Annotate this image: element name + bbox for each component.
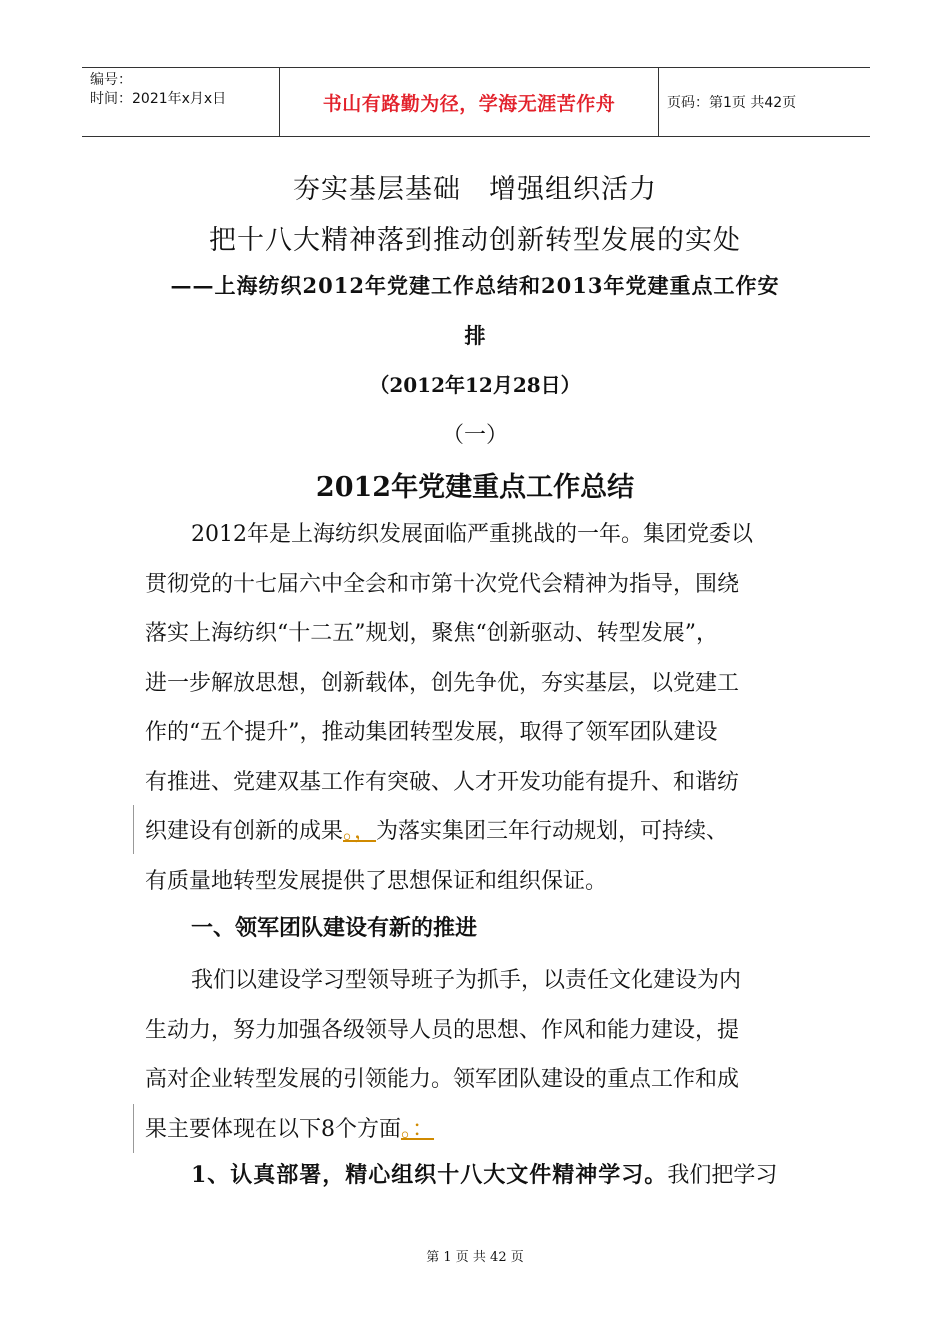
text-run: 织建设有创新的成果 (145, 819, 344, 844)
heading-1: 一、领军团队建设有新的推进 (191, 916, 478, 941)
document-number: 编号： (90, 72, 132, 88)
paragraph-line: 高对企业转型发展的引领能力。领军团队建设的重点工作和成 (145, 1067, 740, 1092)
header-table (82, 67, 870, 137)
paragraph-3-bold: 1、认真部署，精心组织十八大文件精神学习。 (191, 1162, 668, 1188)
revision-mark: 。， (343, 819, 377, 844)
document-time: 时间：2021年x月x日 (90, 91, 227, 107)
document-date: （2012年12月28日） (369, 373, 581, 397)
paragraph-1 (145, 510, 815, 906)
page-footer: 第 1 页 共 42 页 (426, 1250, 524, 1265)
paragraph-line: 2012年是上海纺织发展面临严重挑战的一年。集团党委以 (191, 522, 753, 547)
paragraph-line-revised (145, 1105, 815, 1155)
paragraph-line: 我们以建设学习型领导班子为抓手，以责任文化建设为内 (191, 968, 742, 993)
subtitle-line-2: 排 (464, 323, 486, 348)
paragraph-line: 生动力，努力加强各级领导人员的思想、作风和能力建设，提 (145, 1017, 740, 1043)
paragraph-3 (191, 1158, 777, 1189)
title-line-2: 把十八大精神落到推动创新转型发展的实处 (209, 225, 741, 256)
section-title: 2012年党建重点工作总结 (315, 472, 635, 503)
paragraph-2 (145, 956, 815, 1154)
revision-bar (133, 805, 134, 854)
text-run: 为落实集团三年行动规划，可持续、 (376, 819, 729, 844)
paragraph-3-text: 我们把学习 (667, 1163, 778, 1188)
text-run: 果主要体现在以下8个方面 (145, 1116, 401, 1142)
subtitle-line-1: ——上海纺织2012年党建工作总结和2013年党建重点工作安 (170, 273, 780, 298)
header-page-info: 页码：第1页 共42页 (667, 95, 797, 111)
header-meta (82, 68, 280, 136)
paragraph-line: 进一步解放思想，创新载体，创先争优，夯实基层，以党建工 (145, 670, 740, 696)
part-number: （一） (441, 423, 508, 448)
paragraph-line: 有质量地转型发展提供了思想保证和组织保证。 (145, 868, 608, 894)
header-motto: 书山有路勤为径，学海无涯苦作舟 (280, 68, 659, 136)
title-line-1: 夯实基层基础 增强组织活力 (293, 174, 657, 205)
revision-mark: 。： (401, 1116, 435, 1142)
paragraph-line-revised (145, 807, 815, 857)
paragraph-line: 贯彻党的十七届六中全会和市第十次党代会精神为指导，围绕 (145, 571, 740, 597)
paragraph-line: 作的“五个提升”，推动集团转型发展，取得了领军团队建设 (145, 720, 718, 745)
paragraph-line: 落实上海纺织“十二五”规划，聚焦“创新驱动、转型发展”， (145, 621, 718, 646)
paragraph-line: 有推进、党建双基工作有突破、人才开发功能有提升、和谐纺 (145, 769, 740, 795)
revision-bar (133, 1104, 134, 1153)
